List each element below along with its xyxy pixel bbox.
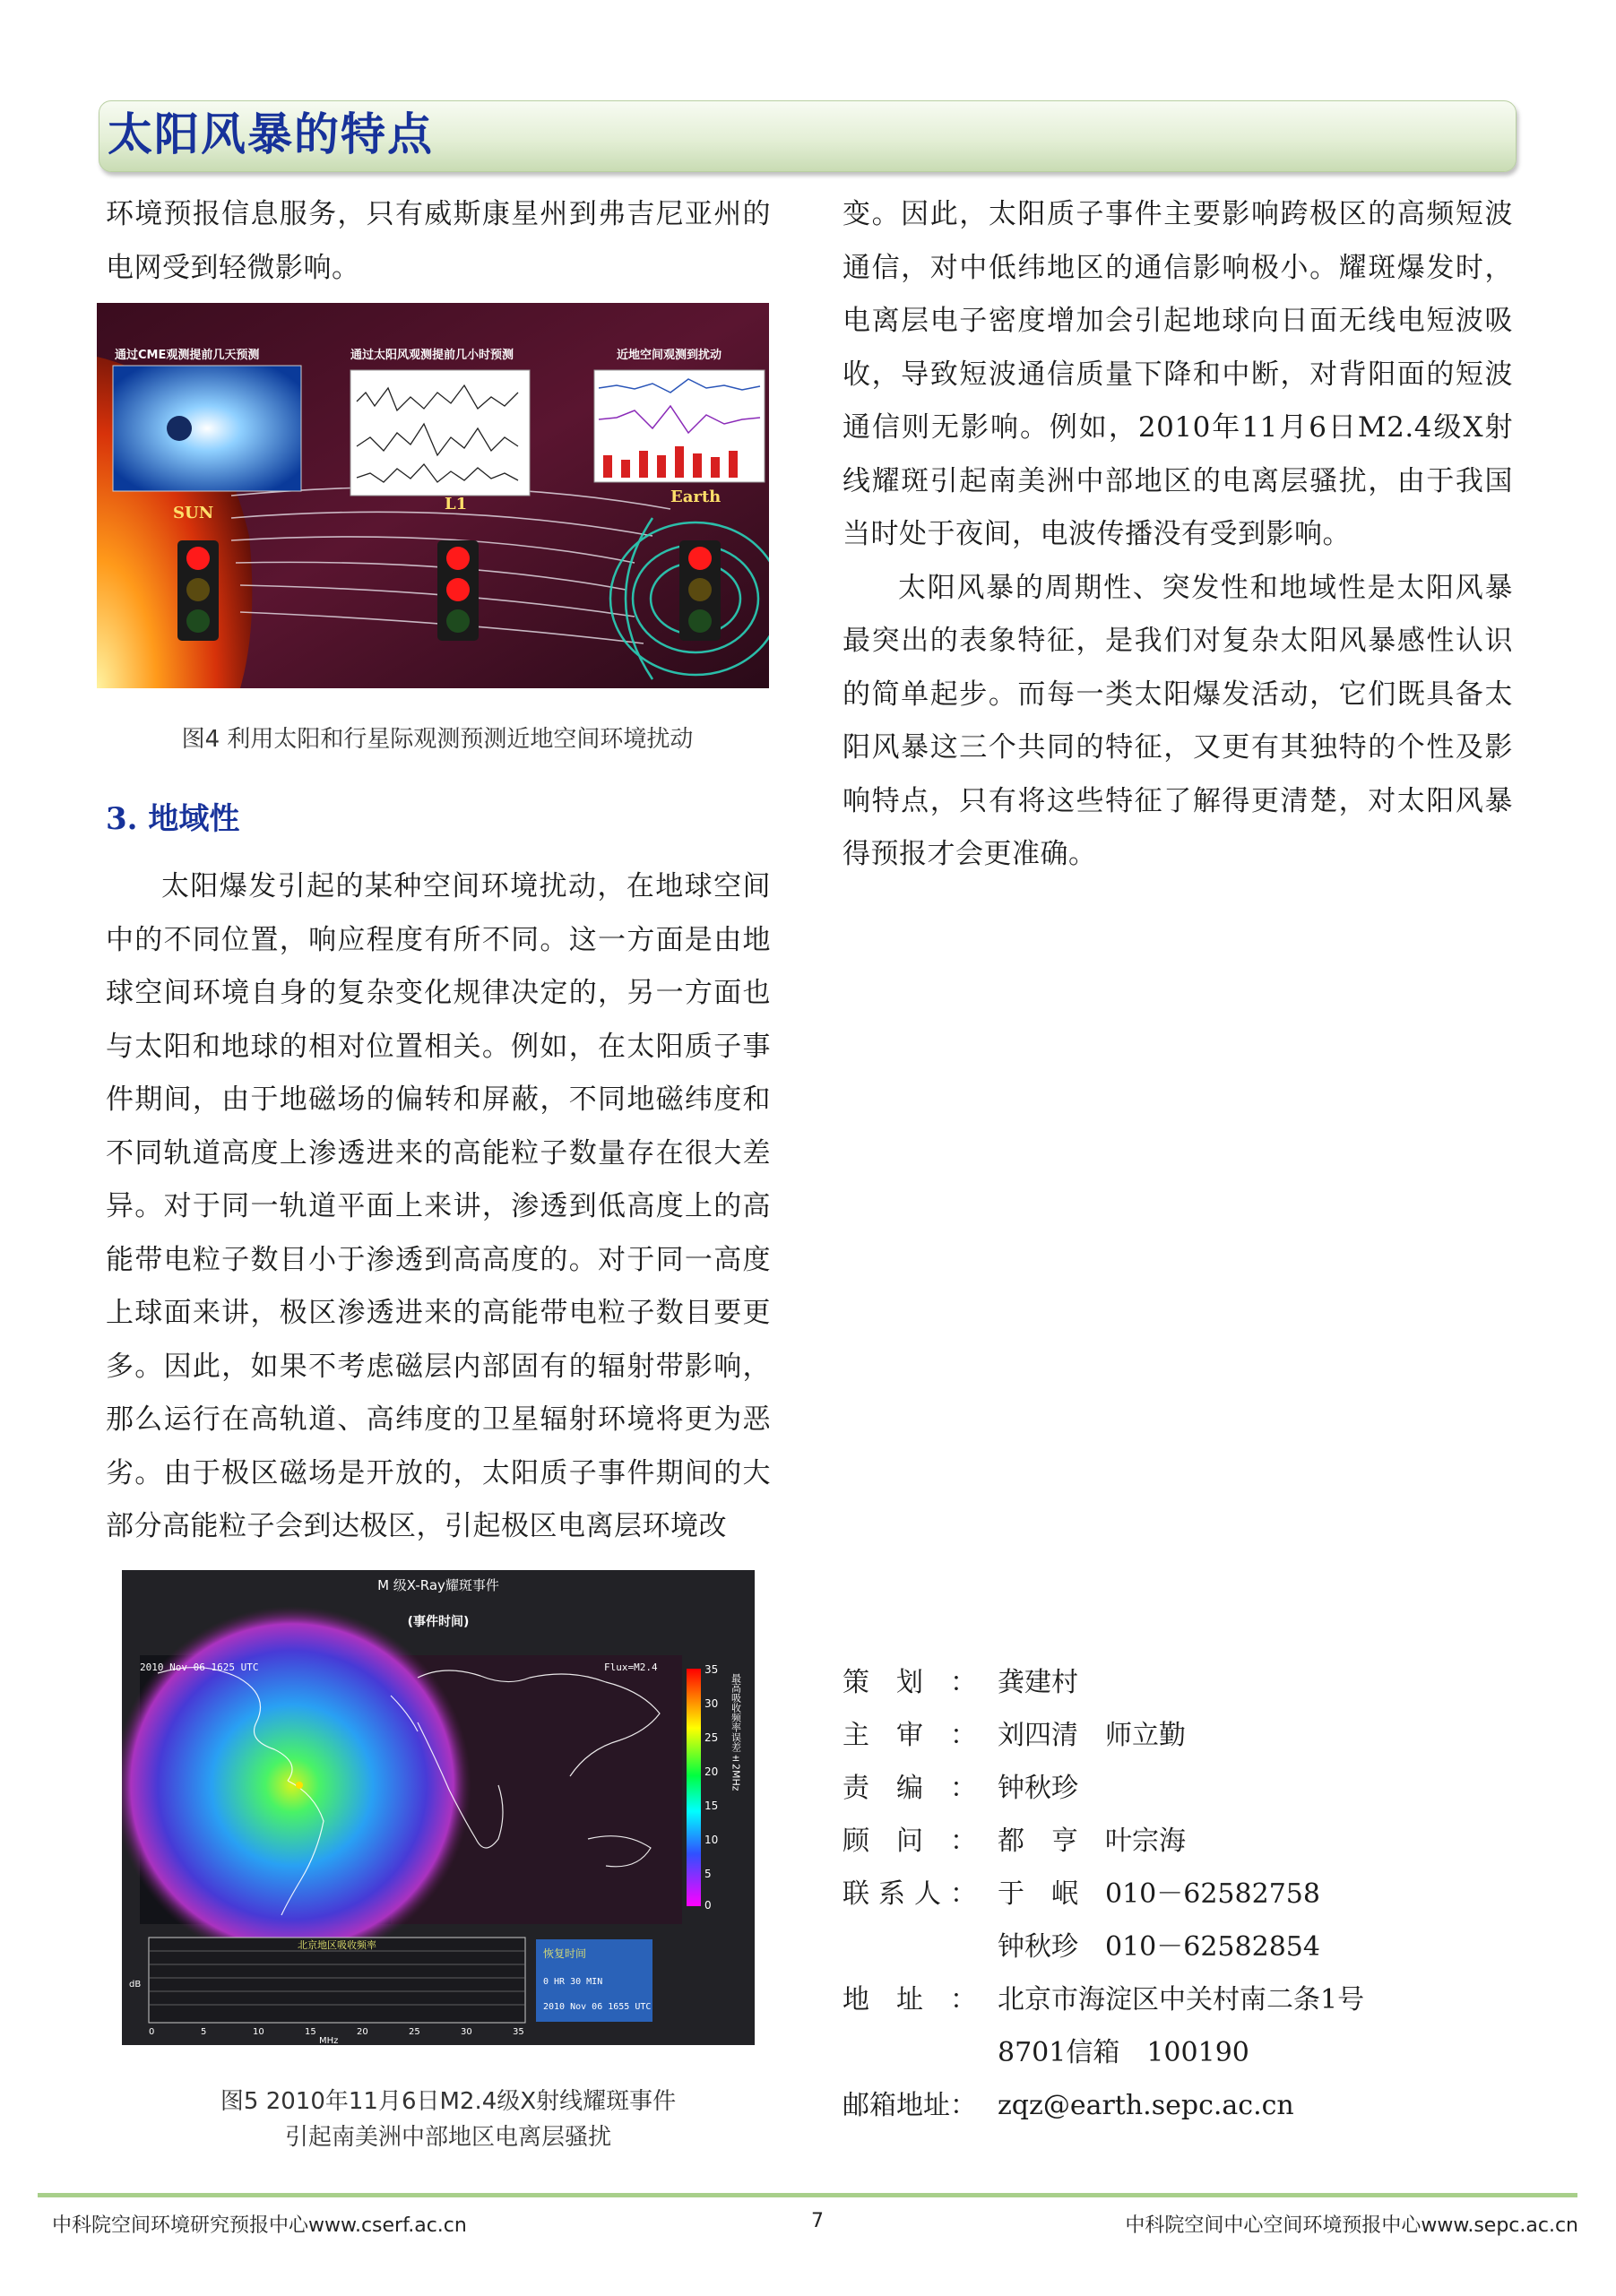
fig4-l1-label: L1 — [445, 495, 468, 514]
inset-title: 北京地区吸收频率 — [298, 1939, 376, 1951]
credit-row-contact: 联系人 ： 于 岷 010－62582758 — [843, 1868, 1524, 1921]
credit-value: 8701信箱 100190 — [998, 2037, 1249, 2068]
fig4-panel3-label: 近地空间观测到扰动 — [617, 349, 722, 362]
footer-right-link[interactable]: 中科院空间中心空间环境预报中心www.sepc.ac.cn — [1125, 2214, 1578, 2237]
left-column-paragraph-1: 环境预报信息服务，只有威斯康星州到弗吉尼亚州的电网受到轻微影响。 — [106, 198, 771, 284]
page-title: 太阳风暴的特点 — [108, 108, 434, 160]
colorbar-tick: 25 — [704, 1731, 719, 1744]
colorbar-tick: 15 — [704, 1800, 719, 1812]
credit-row-email: 邮箱地址 ： zqz@earth.sepc.ac.cn — [843, 2079, 1524, 2132]
credit-label: 主审 — [843, 1720, 923, 1751]
colorbar-tick: 5 — [704, 1868, 712, 1880]
inset-x-tick: 10 — [253, 2027, 264, 2037]
figure-5-caption-line-1: 图5 2010年11月6日M2.4级X射线耀斑事件 — [220, 2088, 677, 2115]
right-column-paragraph-1: 变。因此，太阳质子事件主要影响跨极区的高频短波通信，对中低纬地区的通信影响极小。耀斑爆发时，电离层电子密度增加会引起地球向日面无线电短波吸收，导致短波通信质量下降和中断，对背阳面的短波通信则无影响。例如，2010年11月6日M2.4级X射线耀斑引起南美洲中部地区的电离层骚扰，由于我国当时处于夜间，电波传播没有受到影响。 — [843, 198, 1513, 550]
credit-row-reviewer: 主审 ： 刘四清 师立勤 — [843, 1709, 1524, 1762]
credit-value: 北京市海淀区中关村南二条1号 — [998, 1984, 1365, 2015]
email-link[interactable]: zqz@earth.sepc.ac.cn — [998, 2090, 1294, 2121]
inset-x-tick: 0 — [149, 2027, 155, 2037]
credit-row-address: 地址 ： 北京市海淀区中关村南二条1号 — [843, 1973, 1524, 2026]
inset-y-unit: dB — [129, 1980, 142, 1990]
fig5-timestamp: 2010 Nov 06 1625 UTC — [140, 1662, 259, 1673]
credit-label: 策划 — [843, 1667, 923, 1698]
credit-value: 于 岷 010－62582758 — [998, 1878, 1320, 1910]
fig4-panel1-label: 通过CME观测提前几天预测 — [115, 349, 260, 362]
figure-4-caption: 图4 利用太阳和行星际观测预测近地空间环境扰动 — [181, 726, 694, 753]
credit-row-address-2 — [843, 2026, 1524, 2079]
credit-value: 龚建村 — [998, 1667, 1078, 1698]
footer-left-link[interactable]: 中科院空间环境研究预报中心www.cserf.ac.cn — [52, 2214, 467, 2237]
colorbar-tick: 20 — [704, 1765, 719, 1778]
inset-x-unit: MHz — [319, 2036, 339, 2045]
colorbar-tick: 10 — [704, 1834, 719, 1846]
fig4-sun-label: SUN — [173, 504, 214, 522]
credit-value: 钟秋珍 — [998, 1773, 1078, 1804]
credit-value: 刘四清 师立勤 — [998, 1720, 1186, 1751]
figure-5-caption-line-2: 引起南美洲中部地区电离层骚扰 — [284, 2124, 611, 2151]
figure-4-image — [97, 303, 769, 688]
inset-x-tick: 35 — [513, 2027, 524, 2037]
credit-row-advisor: 顾问 ： 都 亨 叶宗海 — [843, 1815, 1524, 1868]
colorbar-tick: 30 — [704, 1697, 719, 1710]
figure-5-image — [122, 1570, 755, 2045]
fig5-flux: Flux=M2.4 — [604, 1662, 658, 1673]
recovery-time: 2010 Nov 06 1655 UTC — [543, 2002, 652, 2012]
right-column — [843, 188, 1513, 882]
inset-x-tick: 5 — [201, 2027, 207, 2037]
credit-label: 责编 — [843, 1773, 923, 1804]
inset-x-tick: 15 — [305, 2027, 316, 2037]
inset-x-tick: 20 — [357, 2027, 368, 2037]
inset-x-tick: 25 — [409, 2027, 420, 2037]
credit-row-editor: 责编 ： 钟秋珍 — [843, 1762, 1524, 1815]
credit-row-contact-2 — [843, 1921, 1524, 1973]
footer-divider — [38, 2193, 1577, 2197]
credit-value: 都 亨 叶宗海 — [998, 1826, 1186, 1857]
colorbar-tick: 35 — [704, 1663, 719, 1676]
colorbar-label: 最高吸收频率误差±2MHz — [730, 1673, 742, 1791]
right-column-paragraph-2: 太阳风暴的周期性、突发性和地域性是太阳风暴最突出的表象特征，是我们对复杂太阳风暴感性认识的简单起步。而每一类太阳爆发活动，它们既具备太阳风暴这三个共同的特征，又更有其独特的个性及影响特点，只有将这些特征了解得更清楚，对太阳风暴得预报才会更准确。 — [843, 571, 1513, 870]
fig5-subtitle: (事件时间) — [407, 1615, 470, 1629]
recovery-value: 0 HR 30 MIN — [543, 1977, 603, 1987]
fig4-panel2-label: 通过太阳风观测提前几小时预测 — [350, 349, 514, 362]
credit-row-planner: 策划 ： 龚建村 — [843, 1656, 1524, 1709]
inset-x-tick: 30 — [461, 2027, 472, 2037]
credit-label: 地址 — [843, 1984, 923, 2015]
credits-block — [843, 1656, 1524, 2132]
recovery-title: 恢复时间 — [543, 1947, 587, 1960]
section-heading: 3. 地域性 — [106, 801, 240, 837]
credit-label: 顾问 — [843, 1826, 923, 1857]
colorbar-tick: 0 — [704, 1899, 712, 1912]
credit-value: 钟秋珍 010－62582854 — [998, 1931, 1320, 1963]
figure-5-caption — [117, 2084, 780, 2155]
left-column-paragraph-2: 太阳爆发引起的某种空间环境扰动，在地球空间中的不同位置，响应程度有所不同。这一方面是由地球空间环境自身的复杂变化规律决定的，另一方面也与太阳和地球的相对位置相关。例如，在太阳质子事件期间，由于地磁场的偏转和屏蔽，不同地磁纬度和不同轨道高度上渗透进来的高能粒子数量存在很大差异。对于同一轨道平面上来讲，渗透到低高度上的高能带电粒子数目小于渗透到高高度的。对于同一高度上球面来讲，极区渗透进来的高能带电粒子数目要更多。因此，如果不考虑磁层内部固有的辐射带影响，那么运行在高轨道、高纬度的卫星辐射环境将更为恶劣。由于极区磁场是开放的，太阳质子事件期间的大部分高能粒子会到达极区，引起极区电离层环境改 — [106, 870, 771, 1542]
fig5-title: M 级X-Ray耀斑事件 — [377, 1577, 499, 1593]
credit-label: 联系人 — [843, 1878, 941, 1910]
page-number: 7 — [811, 2210, 824, 2232]
fig4-earth-label: Earth — [670, 488, 722, 506]
credit-label: 邮箱地址 — [843, 2090, 950, 2121]
